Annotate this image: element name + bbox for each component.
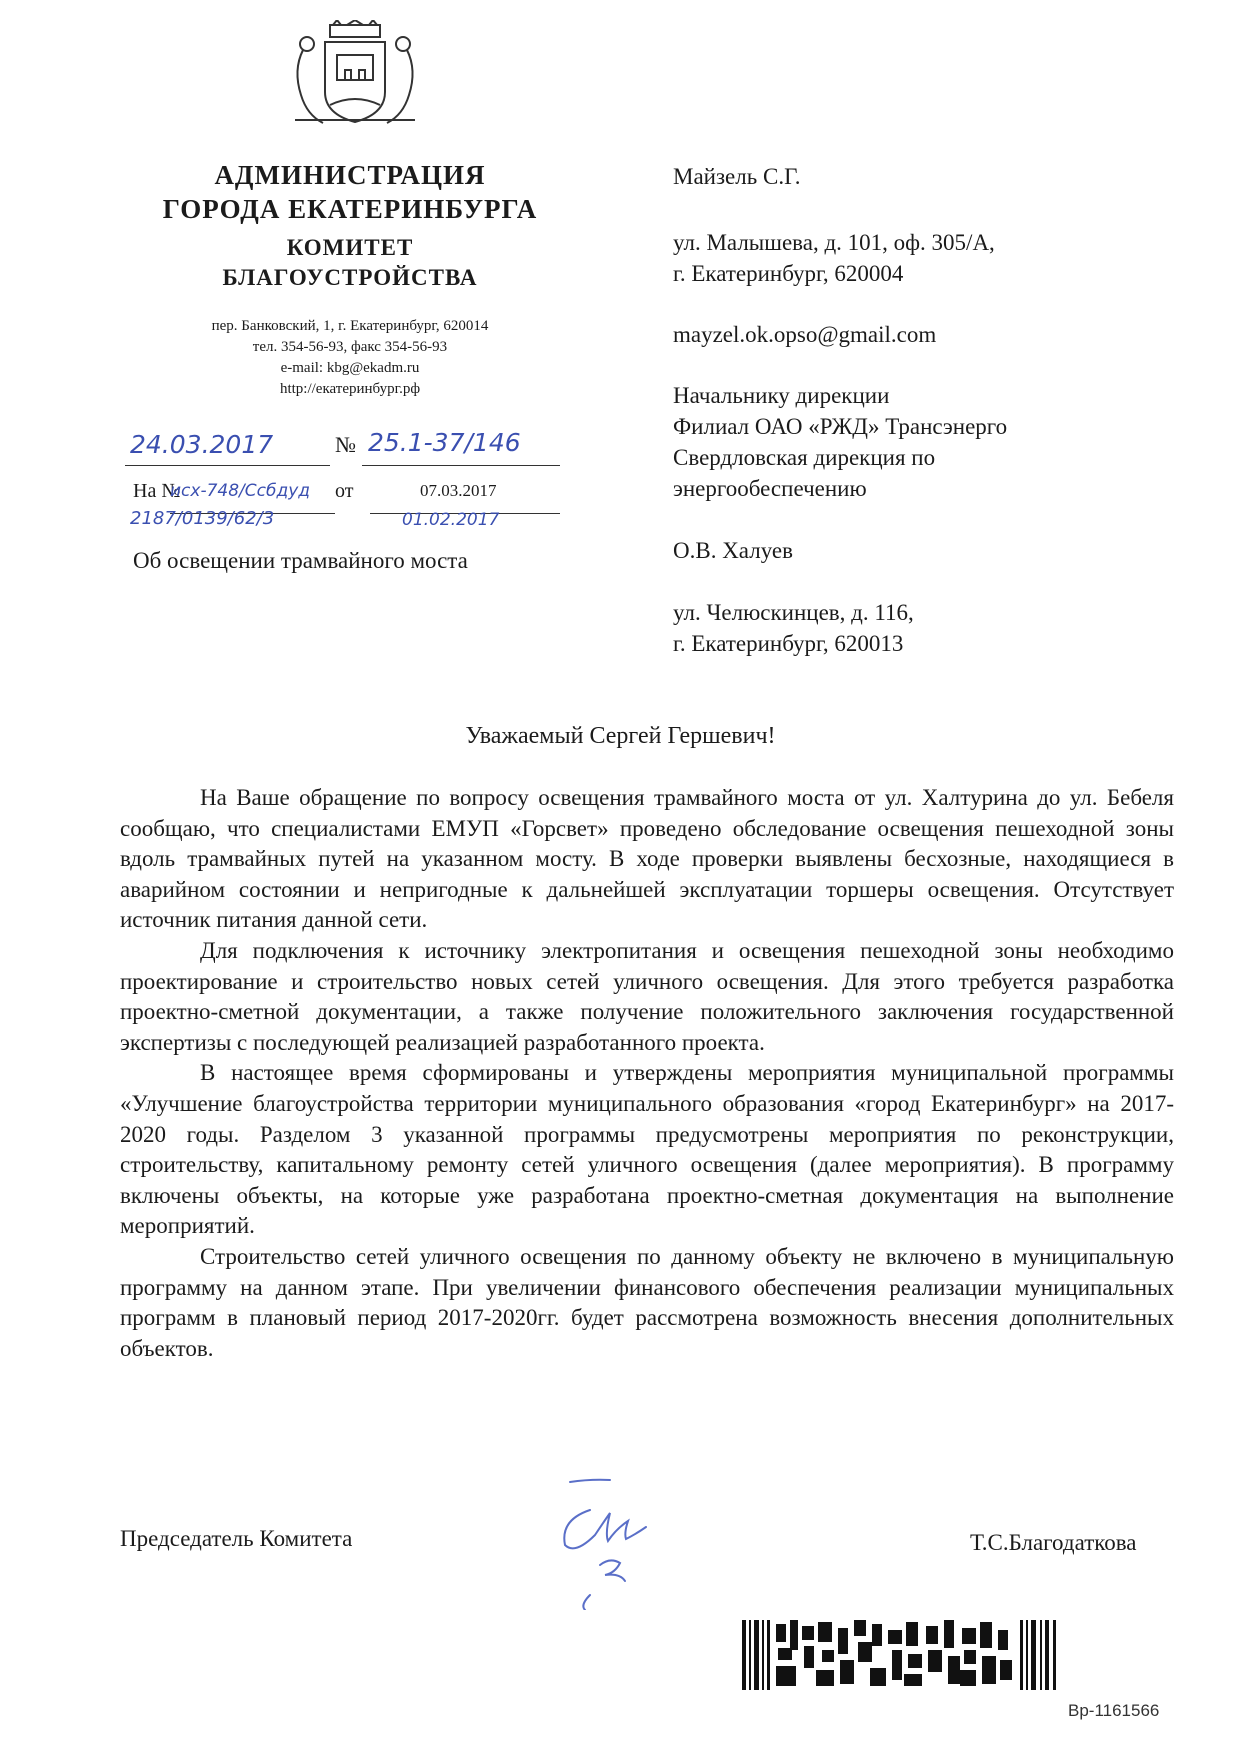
org-email: e-mail: kbg@ekadm.ru bbox=[280, 360, 420, 376]
reply-label: На № bbox=[133, 480, 181, 502]
salutation: Уважаемый Сергей Гершевич! bbox=[465, 723, 776, 749]
handwritten-signature bbox=[530, 1470, 700, 1610]
addressee-email: mayzel.ok.opso@gmail.com bbox=[673, 322, 937, 347]
body-paragraph: На Ваше обращение по вопросу освещения трамвайного моста от ул. Халтурина до ул. Бебеля сообщаю, что специалистами ЕМУП «Горсвет» проведено обследование освещения пешеходной зоны вдоль трамвайных путей на указанном мосту. В ходе проверки выявлены бесхозные, находящиеся в аварийном состоянии и непригодные к дальнейшей эксплуатации торшеры освещения. Отсутствует источник питания данной сети. bbox=[120, 785, 1174, 933]
body-paragraph: Для подключения к источнику электропитания и освещения пешеходной зоны необходимо проектирование и строительство новых сетей уличного освещения. Для этого требуется разработка проектно-сметной документации, а также получение положительного заключения государственной экспертизы с последующей реализацией разработанного проекта. bbox=[120, 937, 1174, 1055]
barcode-icon bbox=[742, 1620, 1060, 1690]
letter-body bbox=[120, 783, 1174, 1364]
body-paragraph: В настоящее время сформированы и утверждены мероприятия муниципальной программы «Улучшение благоустройства территории муниципального образования «город Екатеринбург» на 2017-2020 годы. Разделом 3 указанной программы предусмотрены мероприятия по реконструкции, строительству, капитальному ремонту сетей уличного освещения (далее мероприятия). В программу включены объекты, на которые уже разработана проектно-сметная документация на выполнение мероприятий. bbox=[120, 1060, 1174, 1239]
registration-number-sign: № bbox=[335, 432, 356, 457]
addressee-address2 bbox=[673, 597, 1193, 659]
addressee-address1-line1: ул. Малышева, д. 101, оф. 305/А, bbox=[673, 230, 995, 255]
signatory-name: Т.С.Благодаткова bbox=[970, 1530, 1137, 1555]
org-address: пер. Банковский, 1, г. Екатеринбург, 620014 bbox=[211, 318, 489, 334]
registration-number-line bbox=[362, 465, 560, 466]
addressee-address2-line1: ул. Челюскинцев, д. 116, bbox=[673, 600, 914, 625]
org-website: http://екатеринбург.рф bbox=[279, 381, 421, 397]
registration-date-line bbox=[125, 465, 330, 466]
addressee-org-line1: Начальнику дирекции bbox=[673, 383, 890, 408]
registration-date: 24.03.2017 bbox=[130, 430, 274, 459]
org-name-line1: АДМИНИСТРАЦИЯ bbox=[214, 160, 486, 190]
addressee-person1: Майзель С.Г. bbox=[673, 164, 801, 189]
org-name-line2: ГОРОДА ЕКАТЕРИНБУРГА bbox=[162, 194, 538, 224]
reply-number: исх-748/Ссбдуд bbox=[170, 481, 311, 501]
addressee-address1 bbox=[673, 227, 1193, 289]
body-paragraph: Строительство сетей уличного освещения по данному объекту не включено в муниципальную программу на данном этапе. При увеличении финансового обеспечения реализации муниципальных программ в плановый период 2017-2020гг. будет рассмотрена возможность внесения дополнительных объектов. bbox=[120, 1243, 1174, 1361]
letter-subject: Об освещении трамвайного моста bbox=[133, 548, 468, 573]
org-contacts bbox=[130, 316, 570, 400]
reply-date-secondary: 01.02.2017 bbox=[402, 510, 500, 530]
dept-name-line1: КОМИТЕТ bbox=[286, 235, 414, 260]
registration-number: 25.1-37/146 bbox=[368, 428, 521, 457]
addressee-organization bbox=[673, 380, 1193, 504]
city-coat-of-arms-icon bbox=[285, 20, 425, 130]
signatory-role: Председатель Комитета bbox=[120, 1526, 353, 1551]
reply-number-secondary: 2187/0139/62/3 bbox=[130, 508, 275, 529]
from-label: от bbox=[335, 480, 354, 502]
addressee-person2: О.В. Халуев bbox=[673, 538, 793, 563]
addressee-org-line3: Свердловская дирекция по bbox=[673, 445, 936, 470]
addressee-address1-line2: г. Екатеринбург, 620004 bbox=[673, 261, 904, 286]
org-phone: тел. 354-56-93, факс 354-56-93 bbox=[252, 339, 448, 355]
barcode-id: Вр-1161566 bbox=[1068, 1701, 1160, 1720]
addressee-address2-line2: г. Екатеринбург, 620013 bbox=[673, 631, 904, 656]
addressee-org-line4: энергообеспечению bbox=[673, 476, 867, 501]
reply-date: 07.03.2017 bbox=[420, 481, 497, 500]
dept-name-line2: БЛАГОУСТРОЙСТВА bbox=[222, 265, 478, 290]
addressee-org-line2: Филиал ОАО «РЖД» Трансэнерго bbox=[673, 414, 1008, 439]
